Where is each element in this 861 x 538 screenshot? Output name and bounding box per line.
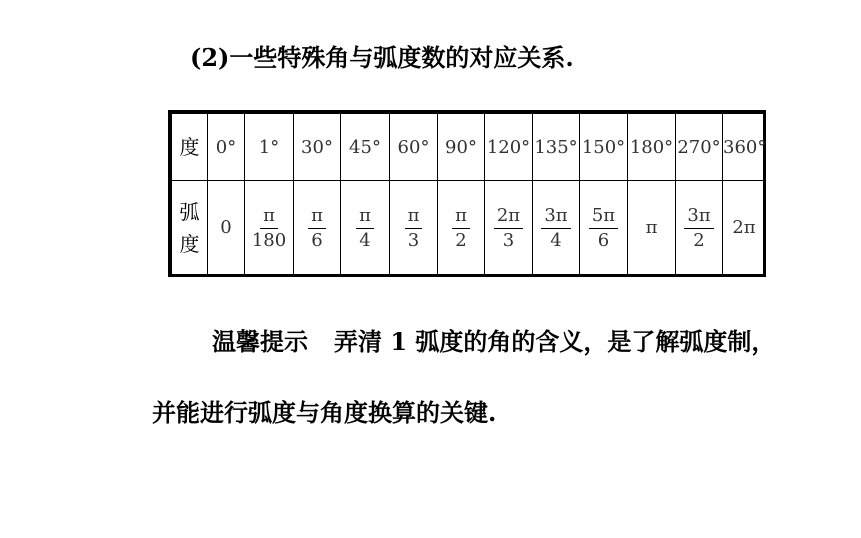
- tip-label: 温馨提示: [212, 327, 308, 356]
- degree-cell: 0°: [208, 114, 245, 181]
- fraction-denominator: 180: [251, 229, 287, 251]
- radian-row: [172, 181, 766, 275]
- fraction: [308, 206, 326, 251]
- degree-cell: 60°: [390, 114, 438, 181]
- degree-cell: 1°: [245, 114, 294, 181]
- degree-row: [172, 114, 766, 181]
- radian-header-char: 弧: [179, 199, 200, 224]
- fraction: [684, 206, 713, 251]
- fraction-numerator: π: [452, 206, 470, 229]
- degree-cell: 135°: [533, 114, 580, 181]
- fraction-numerator: π: [356, 206, 374, 229]
- radian-cell: 0: [208, 181, 245, 275]
- fraction-numerator: 3π: [684, 206, 713, 229]
- fraction-denominator: 4: [550, 229, 562, 251]
- tip-text: 弄清 1 弧度的角的含义，是了解弧度制，: [334, 327, 776, 356]
- fraction: [494, 206, 523, 251]
- fraction: [356, 206, 374, 251]
- radian-header-cell: [172, 181, 208, 275]
- fraction-denominator: 3: [502, 229, 515, 251]
- degree-cell: 150°: [580, 114, 628, 181]
- degree-cell: 90°: [438, 114, 485, 181]
- fraction-denominator: 2: [693, 229, 705, 251]
- radian-cell: [580, 181, 628, 275]
- fraction-numerator: π: [405, 206, 423, 229]
- fraction: [541, 206, 570, 251]
- fraction: [452, 206, 470, 251]
- fraction-denominator: 6: [311, 229, 323, 251]
- fraction-numerator: 5π: [589, 206, 618, 229]
- fraction: [405, 206, 423, 251]
- radian-cell: [485, 181, 533, 275]
- radian-cell: [245, 181, 294, 275]
- fraction: [249, 206, 289, 251]
- degree-radian-table: [168, 110, 766, 277]
- fraction-numerator: 3π: [541, 206, 570, 229]
- degree-header-cell: 度: [172, 114, 208, 181]
- degree-cell: 45°: [341, 114, 390, 181]
- fraction-denominator: 3: [407, 229, 420, 251]
- degree-cell: 180°: [628, 114, 676, 181]
- radian-header-char: 度: [179, 231, 200, 256]
- radian-cell: [438, 181, 485, 275]
- degree-cell: 360°: [723, 114, 766, 181]
- fraction-denominator: 6: [597, 229, 610, 251]
- radian-cell: [390, 181, 438, 275]
- fraction-numerator: π: [308, 206, 326, 229]
- section-heading: (2)一些特殊角与弧度数的对应关系.: [190, 43, 574, 72]
- degree-cell: 120°: [485, 114, 533, 181]
- tip-line-2: 并能进行弧度与角度换算的关键.: [152, 398, 497, 427]
- fraction-numerator: π: [260, 206, 278, 229]
- fraction-numerator: 2π: [494, 206, 523, 229]
- radian-cell: 2π: [723, 181, 766, 275]
- tip-line-1: [212, 322, 775, 357]
- radian-cell: π: [628, 181, 676, 275]
- fraction-denominator: 4: [359, 229, 371, 251]
- fraction-denominator: 2: [455, 229, 467, 251]
- radian-cell: [676, 181, 723, 275]
- degree-cell: 270°: [676, 114, 723, 181]
- degree-cell: 30°: [294, 114, 341, 181]
- fraction: [589, 206, 618, 251]
- radian-cell: [533, 181, 580, 275]
- radian-cell: [294, 181, 341, 275]
- radian-cell: [341, 181, 390, 275]
